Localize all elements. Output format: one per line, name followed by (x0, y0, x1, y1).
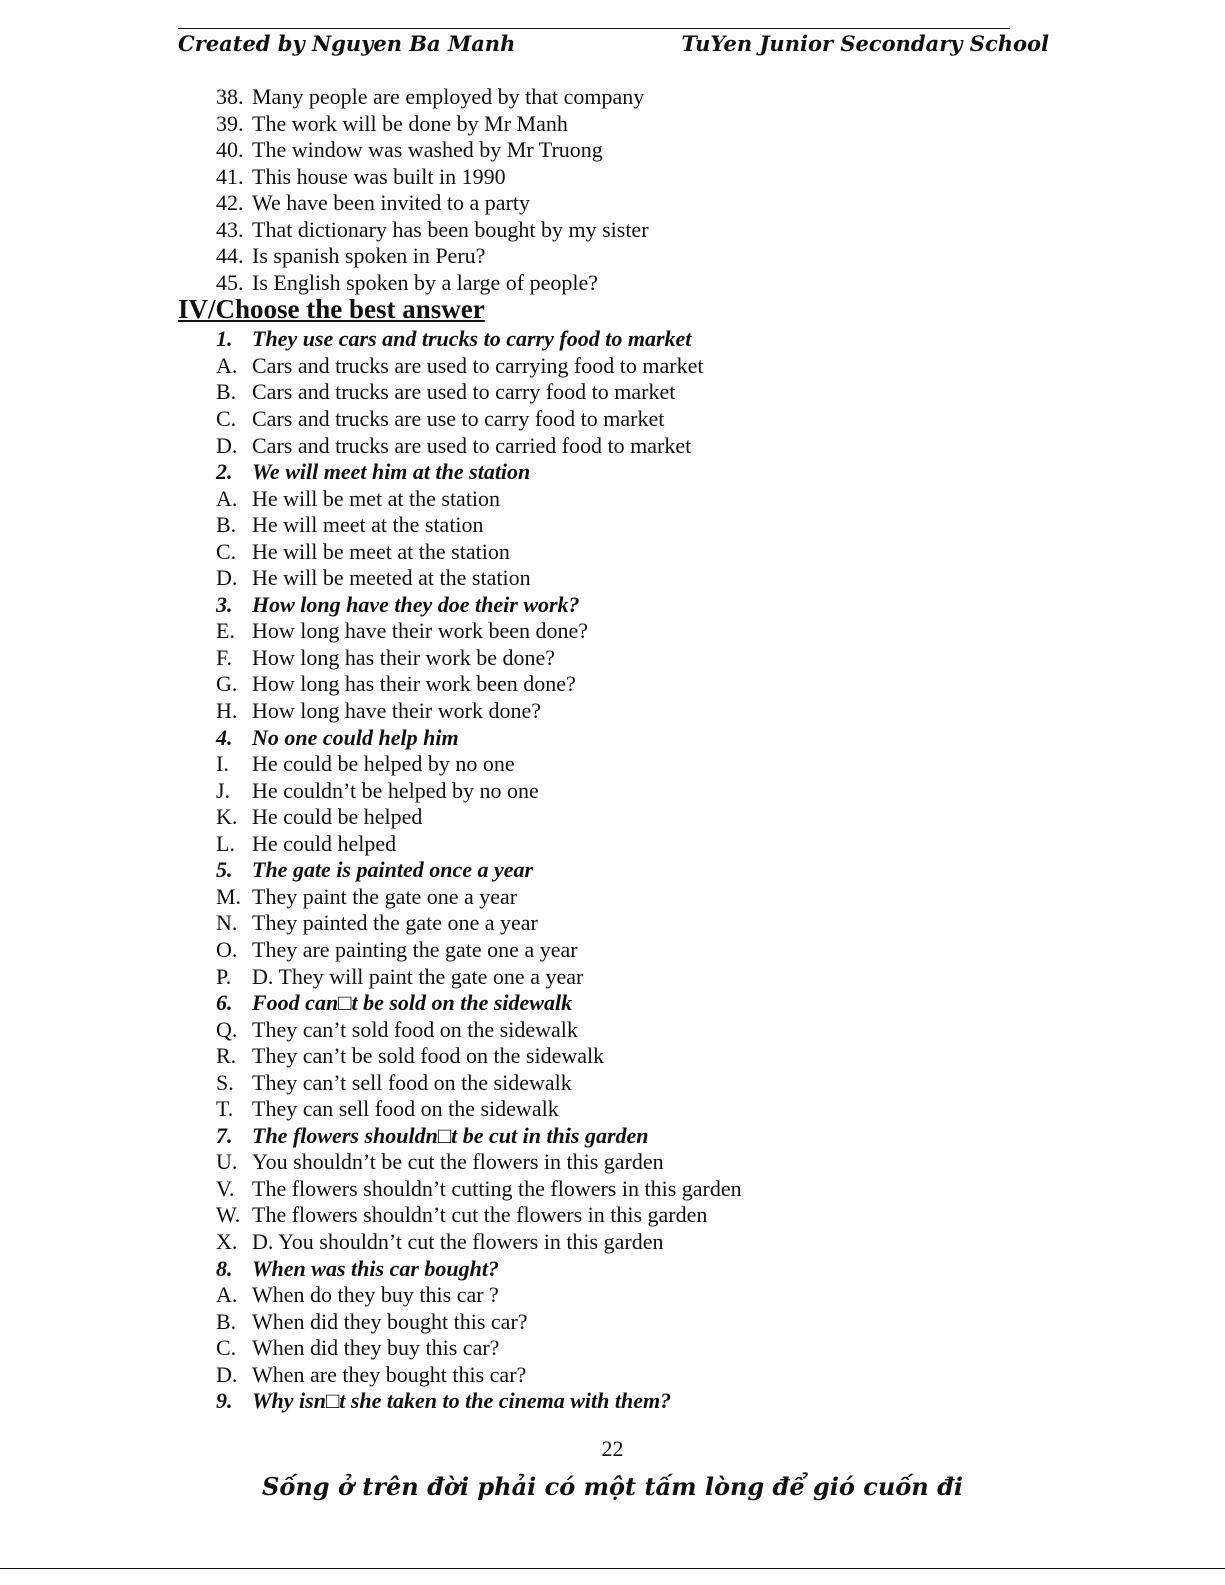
answer-option (0, 910, 1225, 937)
answer-option (0, 778, 1225, 805)
question-stem (0, 1256, 1225, 1283)
answer-option (0, 1282, 1225, 1309)
question-text: How long have they doe their work? (252, 591, 580, 617)
option-letter: Q. (216, 1016, 238, 1042)
answer-option (0, 1202, 1225, 1229)
option-letter: M. (216, 883, 242, 909)
question-text: When was this car bought? (252, 1255, 499, 1281)
statement-text: This house was built in 1990 (252, 163, 506, 189)
option-text: When did they buy this car? (252, 1335, 500, 1361)
question-number: 4. (216, 724, 233, 750)
header-school: TuYen Junior Secondary School (681, 31, 1049, 56)
section-heading-text: IV/Choose the best answer (178, 294, 485, 325)
answer-option (0, 964, 1225, 991)
option-letter: B. (216, 1308, 237, 1334)
option-text: The flowers shouldn’t cutting the flowers in this garden (252, 1175, 742, 1201)
answer-option (0, 379, 1225, 406)
statement-item (0, 84, 1225, 111)
option-letter: C. (216, 1335, 237, 1361)
statement-number: 40. (216, 137, 244, 163)
option-text: He could helped (252, 830, 397, 856)
option-text: You shouldn’t be cut the flowers in this garden (252, 1149, 664, 1175)
answer-option (0, 937, 1225, 964)
question-stem (0, 326, 1225, 353)
answer-option (0, 1229, 1225, 1256)
question-text: No one could help him (252, 724, 459, 750)
statement-text: We have been invited to a party (252, 190, 531, 216)
section-heading (0, 296, 1225, 326)
statement-number: 43. (216, 216, 244, 242)
question-text: The gate is painted once a year (252, 857, 534, 883)
option-text: He couldn’t be helped by no one (252, 777, 539, 803)
question-number: 3. (216, 591, 233, 617)
option-text: Cars and trucks are used to carry food to market (252, 379, 676, 405)
option-letter: B. (216, 379, 237, 405)
statement-text: Is spanish spoken in Peru? (252, 243, 486, 269)
answer-option (0, 1017, 1225, 1044)
option-letter: P. (216, 963, 232, 989)
option-letter: D. (216, 565, 238, 591)
header-rule (178, 28, 1010, 29)
statement-text: That dictionary has been bought by my sister (252, 216, 649, 242)
statement-number: 45. (216, 269, 244, 295)
answer-option (0, 539, 1225, 566)
answer-option (0, 1096, 1225, 1123)
statement-number: 44. (216, 243, 244, 269)
option-text: They can’t be sold food on the sidewalk (252, 1043, 605, 1069)
question-number: 8. (216, 1255, 233, 1281)
option-text: He will be met at the station (252, 485, 501, 511)
option-letter: G. (216, 671, 238, 697)
answer-option (0, 565, 1225, 592)
question-stem (0, 990, 1225, 1017)
document-body (0, 84, 1225, 1415)
option-text: They can’t sold food on the sidewalk (252, 1016, 578, 1042)
option-letter: J. (216, 777, 231, 803)
option-letter: D. (216, 1361, 238, 1387)
statement-item (0, 111, 1225, 138)
option-text: He could be helped by no one (252, 751, 515, 777)
option-letter: F. (216, 644, 232, 670)
answer-option (0, 1309, 1225, 1336)
footer-motto: Sống ở trên đời phải có một tấm lòng để gió cuốn đi (262, 1472, 963, 1501)
statement-item (0, 190, 1225, 217)
option-letter: O. (216, 936, 238, 962)
answer-option (0, 1362, 1225, 1389)
option-text: The flowers shouldn’t cut the flowers in this garden (252, 1202, 708, 1228)
option-letter: A. (216, 352, 238, 378)
answer-option (0, 433, 1225, 460)
option-text: When did they bought this car? (252, 1308, 528, 1334)
option-text: When do they buy this car ? (252, 1282, 499, 1308)
option-text: They can’t sell food on the sidewalk (252, 1069, 572, 1095)
answer-option (0, 1070, 1225, 1097)
option-letter: R. (216, 1043, 237, 1069)
answer-option (0, 804, 1225, 831)
option-text: They painted the gate one a year (252, 910, 538, 936)
option-text: D. They will paint the gate one a year (252, 963, 584, 989)
option-text: Cars and trucks are use to carry food to market (252, 406, 665, 432)
option-letter: A. (216, 485, 238, 511)
question-number: 5. (216, 857, 233, 883)
answer-option (0, 1176, 1225, 1203)
statement-text: Is English spoken by a large of people? (252, 269, 599, 295)
option-letter: T. (216, 1096, 234, 1122)
option-letter: W. (216, 1202, 241, 1228)
answer-option (0, 1043, 1225, 1070)
question-stem (0, 459, 1225, 486)
option-text: He could be helped (252, 804, 423, 830)
statement-item (0, 270, 1225, 297)
option-letter: E. (216, 618, 235, 644)
question-stem (0, 1388, 1225, 1415)
question-number: 7. (216, 1122, 233, 1148)
answer-option (0, 884, 1225, 911)
bottom-rule (0, 1568, 1225, 1569)
answer-option (0, 618, 1225, 645)
option-text: How long have their work been done? (252, 618, 589, 644)
option-text: D. You shouldn’t cut the flowers in this garden (252, 1228, 664, 1254)
statement-text: The window was washed by Mr Truong (252, 137, 603, 163)
option-letter: A. (216, 1282, 238, 1308)
page-number: 22 (601, 1436, 624, 1461)
answer-option (0, 353, 1225, 380)
statement-number: 42. (216, 190, 244, 216)
option-text: When are they bought this car? (252, 1361, 527, 1387)
option-letter: L. (216, 830, 235, 856)
question-text: We will meet him at the station (252, 459, 531, 485)
question-text: Food can□t be sold on the sidewalk (252, 990, 573, 1016)
answer-option (0, 645, 1225, 672)
statement-number: 41. (216, 163, 244, 189)
answer-option (0, 671, 1225, 698)
option-text: They paint the gate one a year (252, 883, 518, 909)
option-letter: B. (216, 512, 237, 538)
answer-option (0, 486, 1225, 513)
question-stem (0, 725, 1225, 752)
header-author: Created by Nguyen Ba Manh (178, 31, 516, 56)
option-text: Cars and trucks are used to carried food to market (252, 432, 692, 458)
option-text: How long have their work done? (252, 698, 541, 724)
option-letter: K. (216, 804, 238, 830)
statement-item (0, 137, 1225, 164)
option-letter: S. (216, 1069, 234, 1095)
option-letter: V. (216, 1175, 235, 1201)
option-text: How long has their work be done? (252, 644, 556, 670)
option-text: He will meet at the station (252, 512, 484, 538)
answer-option (0, 512, 1225, 539)
question-number: 1. (216, 326, 233, 352)
option-letter: C. (216, 406, 237, 432)
statement-text: Many people are employed by that company (252, 84, 645, 109)
option-letter: I. (216, 751, 229, 777)
question-text: The flowers shouldn□t be cut in this garden (252, 1122, 649, 1148)
option-text: Cars and trucks are used to carrying food to market (252, 352, 704, 378)
option-letter: N. (216, 910, 238, 936)
question-stem (0, 857, 1225, 884)
statement-item (0, 217, 1225, 244)
statement-text: The work will be done by Mr Manh (252, 110, 568, 136)
option-text: He will be meeted at the station (252, 565, 531, 591)
statement-item (0, 243, 1225, 270)
statement-number: 39. (216, 110, 244, 136)
option-text: How long has their work been done? (252, 671, 576, 697)
question-number: 2. (216, 459, 233, 485)
statement-number: 38. (216, 84, 244, 109)
option-text: They can sell food on the sidewalk (252, 1096, 559, 1122)
option-letter: D. (216, 432, 238, 458)
question-stem (0, 1123, 1225, 1150)
question-text: They use cars and trucks to carry food to market (252, 326, 692, 352)
option-letter: H. (216, 698, 238, 724)
answer-option (0, 831, 1225, 858)
option-text: They are painting the gate one a year (252, 936, 578, 962)
statement-item (0, 164, 1225, 191)
question-number: 9. (216, 1388, 233, 1414)
question-number: 6. (216, 990, 233, 1016)
answer-option (0, 1149, 1225, 1176)
option-letter: X. (216, 1228, 238, 1254)
option-letter: U. (216, 1149, 238, 1175)
option-letter: C. (216, 538, 237, 564)
question-stem (0, 592, 1225, 619)
answer-option (0, 1335, 1225, 1362)
option-text: He will be meet at the station (252, 538, 510, 564)
answer-option (0, 698, 1225, 725)
answer-option (0, 751, 1225, 778)
answer-option (0, 406, 1225, 433)
question-text: Why isn□t she taken to the cinema with them? (252, 1388, 672, 1414)
